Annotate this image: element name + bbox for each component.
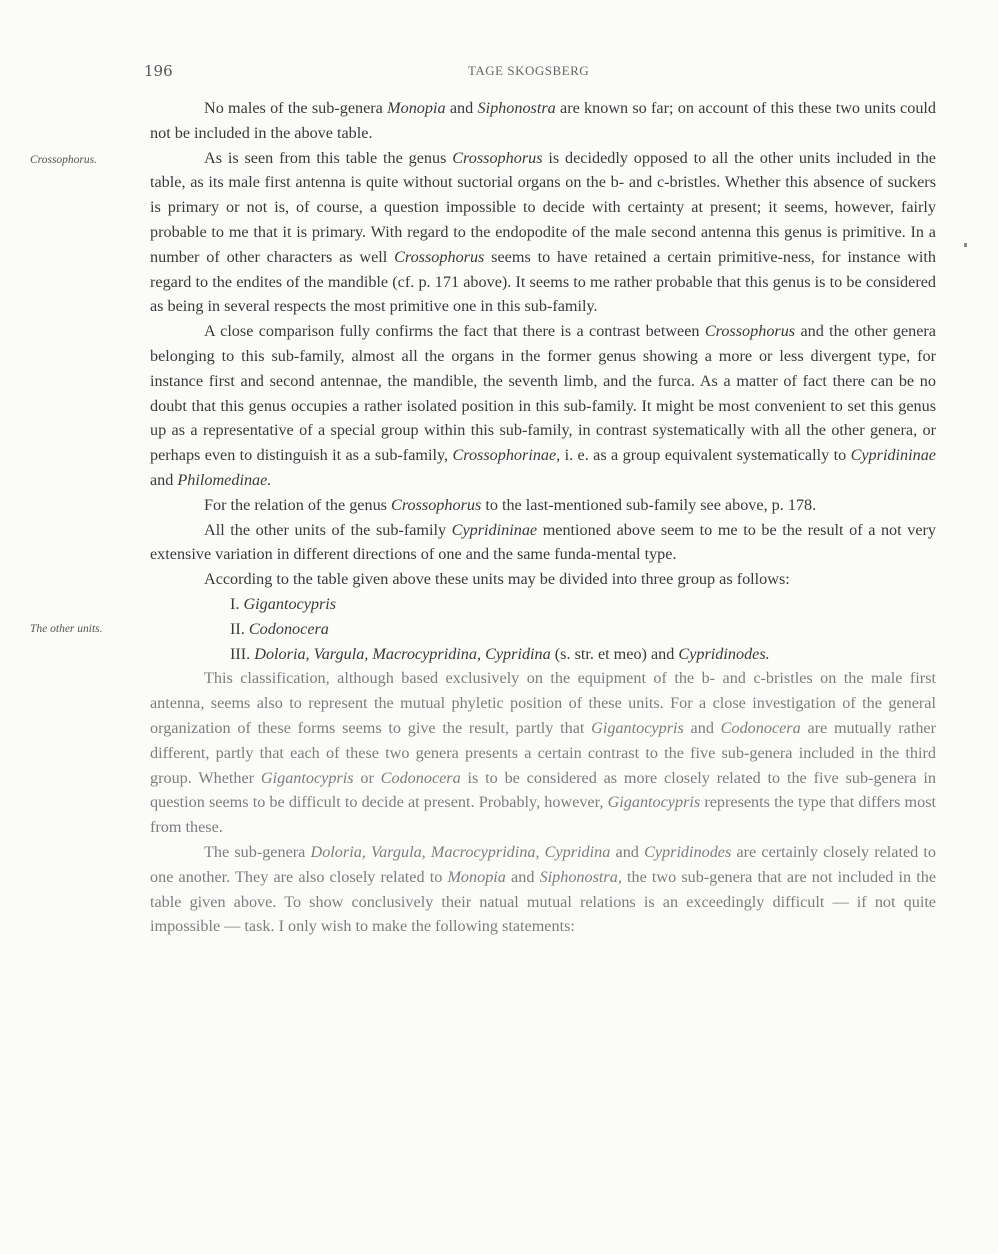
list-item xyxy=(230,617,936,642)
taxon-crossophorus: Crossophorus xyxy=(452,148,543,167)
taxon-crossophorus: Crossophorus xyxy=(704,322,796,341)
taxon-gigantocypris: Gigantocypris xyxy=(607,793,701,812)
text-run: i. e. as a group equivalent systematically to xyxy=(560,446,851,465)
margin-note-crossophorus: Crossophorus. xyxy=(30,154,97,166)
taxon-crossophorinae: Crossophorinae, xyxy=(452,446,561,465)
text-run: The sub-genera xyxy=(204,842,311,861)
page-number: 196 xyxy=(144,62,173,80)
taxon-siphonostra: Siphonostra xyxy=(477,99,556,117)
body-text xyxy=(150,96,936,939)
list-number: I. xyxy=(230,594,240,613)
taxon-gigantocypris: Gigantocypris xyxy=(591,718,684,737)
taxon-group: Doloria, Vargula, Macrocypridina, Cypridina xyxy=(254,644,551,663)
list-number: II. xyxy=(230,619,245,638)
list-item xyxy=(230,592,936,617)
taxon-crossophorus: Crossophorus xyxy=(391,495,482,514)
text-run: All the other units of the sub-family xyxy=(204,520,452,539)
paragraph-3 xyxy=(150,319,936,493)
taxon-monopia: Monopia xyxy=(447,867,506,886)
text-run: This classification, although based exclusively on the equipment of the b- and c-bristles on the male first antenna, seems also to represent the mutual phyletic position of these units. For a close investigation of the general organization of these forms seems to give the result, partly that xyxy=(150,669,936,737)
margin-note-other-units: The other units. xyxy=(30,623,103,635)
paragraph-7 xyxy=(150,666,936,840)
taxon-gigantocypris: Gigantocypris xyxy=(260,768,354,787)
running-title: TAGE SKOGSBERG xyxy=(468,63,590,78)
text-run: and the other genera belonging to this sub-family, almost all the organs in the former genus showing a more or less divergent type, for instance first and second antennae, the mandible, the seventh limb, and the furca. As a matter of fact there can be no doubt that this genus occupies a rather isolated position in this sub-family. It might be most convenient to set this genus up as a representative of a special group within this sub-family, in contrast systematically with all the other genera, or perhaps even to distinguish it as a sub-family, xyxy=(150,322,936,465)
text-run: and xyxy=(445,99,478,117)
text-run: is to be considered as more closely related to the five sub-genera in question seems to be difficult to decide at present. Probably, however, xyxy=(150,768,936,812)
running-header xyxy=(0,62,998,86)
taxon-cypridininae: Cypridininae xyxy=(451,520,538,539)
taxon-codonocera: Codonocera xyxy=(720,718,801,737)
text-run: is decidedly opposed to all the other units included in the table, as its male first antenna is quite without suctorial organs on the b- and c-bristles. Whether this absence of suckers is primary or not is, of course, a question impossible to decide with certainty at present; it seems, however, fairly probable to me that it is primary. With regard to the endopodite of the male second antenna this genus is primitive. In a number of other characters as well xyxy=(150,148,936,266)
paragraph-2 xyxy=(150,146,936,320)
taxon-group: Doloria, Vargula, Macrocypridina, Cypridina xyxy=(310,842,611,861)
taxon-monopia: Monopia xyxy=(387,99,446,117)
taxon-siphonostra: Siphonostra, xyxy=(539,867,622,886)
paragraph-5 xyxy=(150,518,936,568)
ink-speck xyxy=(964,243,967,247)
paragraph-1 xyxy=(150,96,936,146)
taxon-cypridinodes: Cypridinodes. xyxy=(678,644,770,663)
text-run: mentioned above seem to me to be the result of a not very extensive variation in different directions of one and the same funda-mental type. xyxy=(150,520,936,564)
taxon-philomedinae: Philomedinae. xyxy=(177,470,272,489)
text-run: A close comparison fully confirms the fact that there is a contrast between xyxy=(204,322,705,341)
text-run: and xyxy=(610,842,645,861)
paragraph-8 xyxy=(150,840,936,939)
text-run: or xyxy=(353,768,381,787)
list-number: III. xyxy=(230,644,251,663)
text-run: are known so far; on account of this these two units could not be included in the above table. xyxy=(150,99,937,142)
text-run: (s. str. et meo) and xyxy=(550,644,679,663)
taxon-cypridinodes: Cypridinodes xyxy=(644,842,732,861)
list-item xyxy=(230,642,936,667)
taxon-codonocera: Codonocera xyxy=(380,768,461,787)
text-run: seems to have retained a certain primitive-ness, for instance with regard to the endites of the mandible (cf. p. 171 above). It seems to me rather probable that this genus is to be considered as being in several respects the most primitive one in this sub-family. xyxy=(150,247,936,316)
text-run: As is seen from this table the genus xyxy=(204,148,453,167)
text-run: are certainly closely related to one another. They are also closely related to xyxy=(150,842,936,886)
paragraph-6: According to the table given above these units may be divided into three group as follows: xyxy=(204,570,790,589)
text-run: and xyxy=(150,470,178,489)
text-run: and xyxy=(683,718,721,737)
taxon-cypridininae: Cypridininae xyxy=(850,446,936,465)
text-run: are mutually rather different, partly that each of these two genera presents a certain contrast to the five sub-genera included in the third group. Whether xyxy=(150,718,936,787)
taxon-crossophorus: Crossophorus xyxy=(394,247,485,266)
text-run: and xyxy=(505,867,540,886)
text-run: the two sub-genera that are not included in the table given above. To show conclusively their natual mutual relations is an exceedingly difficult — if not quite impossible — task. I only wish to make the following statements: xyxy=(150,867,937,936)
taxon-codonocera: Codonocera xyxy=(248,619,329,638)
text-run: to the last-mentioned sub-family see above, p. 178. xyxy=(481,495,817,514)
text-run: No males of the sub-genera xyxy=(204,99,388,117)
taxon-gigantocypris: Gigantocypris xyxy=(243,594,337,613)
text-run: represents the type that differs most from these. xyxy=(150,793,937,837)
text-run: For the relation of the genus xyxy=(204,495,392,514)
paragraph-4 xyxy=(150,493,936,518)
group-list xyxy=(150,592,936,666)
